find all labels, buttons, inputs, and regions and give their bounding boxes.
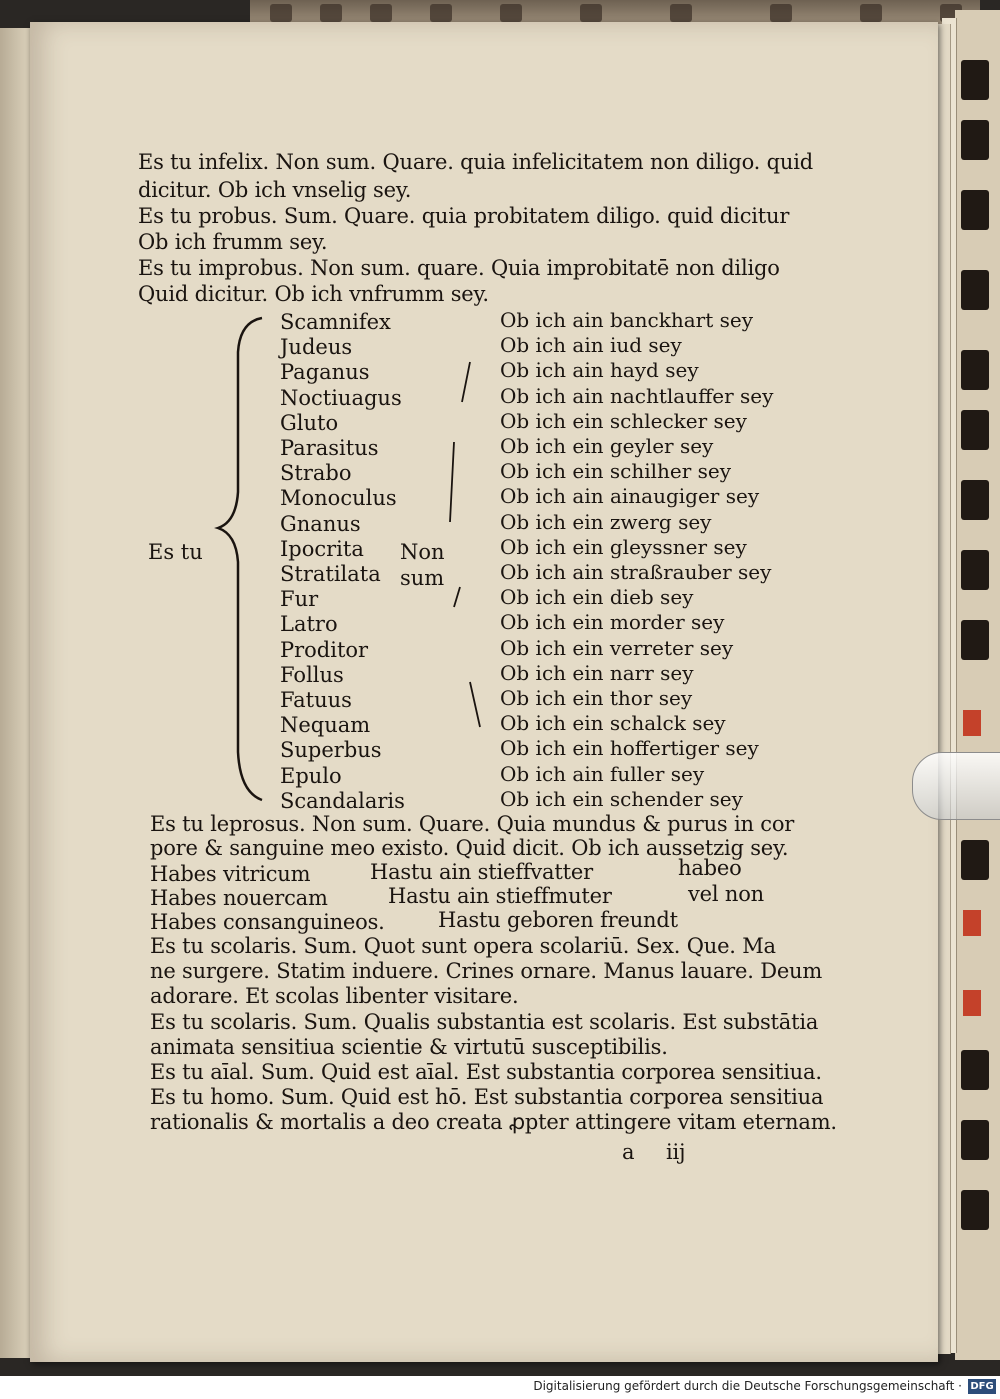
text-line: Es tu infelix. Non sum. Quare. quia infelicitatem non diligo. quid bbox=[138, 150, 813, 174]
german-term: Ob ich ain ainaugiger sey bbox=[500, 484, 760, 509]
footer-credit: Digitalisierung gefördert durch die Deutsche Forschungsgemeinschaft · bbox=[533, 1379, 962, 1393]
german-term: Ob ich ain iud sey bbox=[500, 333, 682, 358]
german-term: Ob ich ain banckhart sey bbox=[500, 308, 754, 332]
text-line: Es tu aīal. Sum. Quid est aīal. Est substantia corporea sensitiua. bbox=[150, 1060, 822, 1084]
latin-term: Strabo bbox=[280, 461, 352, 486]
latin-term: Gluto bbox=[280, 410, 339, 435]
latin-term: Proditor bbox=[280, 637, 369, 662]
german-term: Ob ich ein verreter sey bbox=[500, 635, 734, 660]
text-line: Es tu leprosus. Non sum. Quare. Quia mundus & purus in cor bbox=[150, 812, 795, 836]
signature-mark: a bbox=[622, 1140, 635, 1164]
german-term: Ob ich ain fuller sey bbox=[500, 761, 705, 786]
latin-term: Scamnifex bbox=[280, 310, 391, 334]
latin-term: Parasitus bbox=[280, 436, 379, 460]
german-term: Ob ich ein dieb sey bbox=[500, 585, 694, 610]
german-term: Ob ich ein gleyssner sey bbox=[500, 534, 747, 559]
habes-german: Hastu geboren freundt bbox=[438, 908, 678, 932]
german-term: Ob ich ein geyler sey bbox=[500, 434, 714, 458]
adjacent-right-page bbox=[955, 10, 1000, 1360]
latin-term: Paganus bbox=[280, 360, 370, 385]
latin-term: Gnanus bbox=[280, 511, 361, 536]
german-term: Ob ich ein zwerg sey bbox=[500, 509, 712, 534]
habes-answer: vel non bbox=[688, 882, 764, 906]
book-page bbox=[30, 22, 938, 1362]
text-line: Es tu probus. Sum. Quare. quia probitatem diligo. quid dicitur bbox=[138, 204, 790, 228]
german-term: Ob ich ein thor sey bbox=[500, 686, 693, 710]
german-term: Ob ich ein schilher sey bbox=[500, 459, 732, 484]
text-line: Es tu improbus. Non sum. quare. Quia improbitatē non diligo bbox=[138, 256, 780, 280]
latin-term: Monoculus bbox=[280, 486, 397, 511]
text-line: Es tu scolaris. Sum. Qualis substantia est scolaris. Est substātia bbox=[150, 1010, 819, 1034]
text-line: Es tu homo. Sum. Quid est hō. Est substantia corporea sensitiua bbox=[150, 1085, 824, 1109]
text-line: pore & sanguine meo existo. Quid dicit. Ob ich aussetzig sey. bbox=[150, 836, 789, 860]
habes-german: Hastu ain stieffmuter bbox=[388, 884, 612, 908]
footer-bar bbox=[0, 1376, 1000, 1399]
latin-term: Noctiuagus bbox=[280, 385, 402, 410]
latin-term: Epulo bbox=[280, 763, 342, 788]
text-line: animata sensitiua scientie & virtutū susceptibilis. bbox=[150, 1035, 668, 1059]
german-term: Ob ich ain hayd sey bbox=[500, 358, 699, 383]
signature-number: iij bbox=[666, 1140, 686, 1164]
negation-sum: sum bbox=[400, 566, 445, 590]
latin-term: Judeus bbox=[280, 335, 353, 360]
list-prefix: Es tu bbox=[148, 540, 203, 564]
text-line: ne surgere. Statim induere. Crines ornare. Manus lauare. Deum bbox=[150, 959, 823, 983]
habes-answer: habeo bbox=[678, 856, 742, 880]
latin-term: Superbus bbox=[280, 738, 382, 763]
german-term: Ob ich ain nachtlauffer sey bbox=[500, 383, 774, 408]
german-term: Ob ich ein schlecker sey bbox=[500, 408, 747, 433]
text-line: Ob ich frumm sey. bbox=[138, 230, 328, 254]
latin-term: Scandalaris bbox=[280, 788, 405, 813]
text-line: Quid dicitur. Ob ich vnfrumm sey. bbox=[138, 282, 489, 306]
german-term: Ob ich ein hoffertiger sey bbox=[500, 736, 759, 761]
german-term: Ob ich ein narr sey bbox=[500, 660, 694, 685]
latin-term: Follus bbox=[280, 662, 344, 687]
german-term: Ob ich ein schender sey bbox=[500, 786, 743, 811]
habes-german: Hastu ain stieffvatter bbox=[370, 860, 593, 884]
latin-term: Latro bbox=[280, 612, 338, 637]
habes-latin: Habes nouercam bbox=[150, 886, 328, 910]
habes-latin: Habes vitricum bbox=[150, 862, 311, 886]
latin-term: Ipocrita bbox=[280, 536, 364, 561]
text-line: dicitur. Ob ich vnselig sey. bbox=[138, 178, 412, 202]
list-brace bbox=[30, 22, 938, 1362]
text-line: Es tu scolaris. Sum. Quot sunt opera scolariū. Sex. Que. Ma bbox=[150, 934, 776, 958]
negation-non: Non bbox=[400, 540, 445, 564]
german-term: Ob ich ein morder sey bbox=[500, 610, 725, 635]
dfg-logo: DFG bbox=[968, 1379, 996, 1394]
latin-term: Fatuus bbox=[280, 688, 352, 712]
latin-term: Stratilata bbox=[280, 562, 381, 586]
page-clip bbox=[912, 752, 1000, 820]
german-term: Ob ich ain straßrauber sey bbox=[500, 560, 772, 584]
habes-latin: Habes consanguineos. bbox=[150, 910, 385, 934]
text-line: rationalis & mortalis a deo creata ꝓpter attingere vitam eternam. bbox=[150, 1110, 837, 1134]
latin-term: Nequam bbox=[280, 713, 371, 738]
text-line: adorare. Et scolas libenter visitare. bbox=[150, 984, 519, 1008]
german-term: Ob ich ein schalck sey bbox=[500, 711, 726, 736]
latin-term: Fur bbox=[280, 587, 319, 612]
